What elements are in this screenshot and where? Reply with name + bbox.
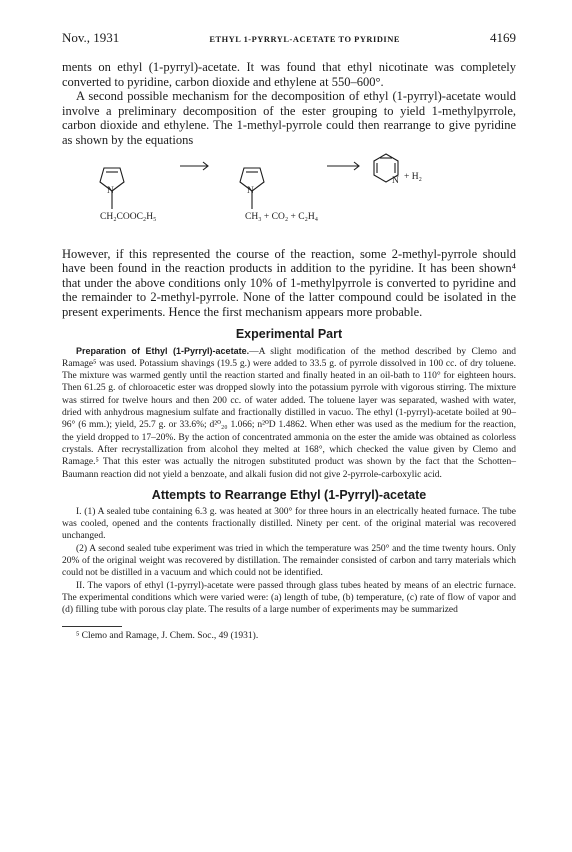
- reaction-scheme-drawing: [62, 152, 516, 244]
- footnote-divider: [62, 626, 122, 627]
- nitrogen-label-1: N: [107, 185, 114, 196]
- preparation-text: —A slight modification of the method described by Clemo and Ramage⁵ was used. Potassium shavings (19.5 g.) were added to 33.5 g. of pyrrole dissolved in 100 cc. of dry toluene. The mixture was warmed gently until the reaction started and finally heated in an oil-bath to 110° for eighteen hours. Then 61.25 g. of chloroacetic ester was dropped slowly into the potassium pyrrole with vigorous stirring. The mixture was stirred for twelve hours and then 200 cc. of water added. The toluene layer was separated, washed with water, dried with anhydrous magnesium sulfate and fractionally distilled in vacuo. The ethyl (1-pyrryl)-acetate boiled at 90–96° (6 mm.); yield, 25.7 g. or 33.6%; d²⁰₂₀ 1.066; n²⁰D 1.4862. When ether was used as the medium for the reaction, the yield dropped to 17–20%. By the action of concentrated ammonia on the ester the amide was obtained as colorless crystals. After recrystallization from alcohol they melted at 168°, which checked the value given by Clemo and Ramage.⁵ That this ester was actually the nitrogen substituted product was shown by the fact that the Schotten–Baumann reaction did not yield a benzoate, and alkali fusion did not give 2-pyrrole-carboxylic acid.: [62, 346, 516, 480]
- rearrange-paragraph-3: II. The vapors of ethyl (1-pyrryl)-acetate were passed through glass tubes heated by means of an electric furnace. The experimental conditions which were varied were: (a) length of tube, (b) temperature, (c) rate of flow of vapor and (d) filling tube with porous clay plate. The results of a large number of experiments may be summarized: [62, 580, 516, 616]
- preparation-lead: Preparation of Ethyl (1-Pyrryl)-acetate.: [76, 345, 250, 356]
- preparation-paragraph: [62, 345, 516, 481]
- plus-hydrogen-label: + H₂: [404, 171, 422, 182]
- intro-text: [62, 60, 516, 148]
- intro-paragraph-2: A second possible mechanism for the decomposition of ethyl (1-pyrryl)-acetate would involve a preliminary decomposition of the ester grouping to yield 1-methylpyrrole, carbon dioxide and ethylene. The 1-methyl-pyrrole could then rearrange to give pyridine as shown by the equations: [62, 89, 516, 147]
- nitrogen-label-2: N: [247, 185, 254, 196]
- running-header: [62, 30, 516, 46]
- footnote: ⁵ Clemo and Ramage, J. Chem. Soc., 49 (1931).: [76, 631, 259, 642]
- header-date: Nov., 1931: [62, 30, 120, 45]
- intro-paragraph-1: ments on ethyl (1-pyrryl)-acetate. It was found that ethyl nicotinate was completely converted to pyridine, carbon dioxide and ethylene at 550–600°.: [62, 60, 516, 89]
- rearrange-paragraph-2: (2) A second sealed tube experiment was tried in which the temperature was 250° and the time twenty hours. Only 20% of the original weight was recovered by distillation. The remainder consisted of carbon and tarry materials which could not be distilled in a vacuum and which could not be identified.: [62, 543, 516, 579]
- nitrogen-label-3: N: [392, 175, 399, 186]
- discussion-paragraph: However, if this represented the course of the reaction, some 2-methyl-pyrrole should have been found in the reaction products in addition to the pyridine. It has been shown⁴ that under the above conditions only 10% of 1-methylpyrrole is converted to pyridine and the remainder to 2-methyl-pyrrole. None of the latter compound could be isolated in the present experiments. Hence the first mechanism appears more probable.: [62, 246, 516, 319]
- substituent-label-2: CH₃ + CO₂ + C₂H₄: [245, 211, 319, 222]
- substituent-label-1: CH₂COOC₂H₅: [100, 211, 157, 222]
- rearrange-section: [62, 506, 516, 617]
- page-number: 4169: [490, 30, 516, 45]
- discussion-text: [62, 247, 516, 320]
- running-title: ETHYL 1-PYRRYL-ACETATE TO PYRIDINE: [209, 35, 400, 44]
- experimental-heading: Experimental Part: [235, 326, 343, 341]
- experimental-section: [62, 345, 516, 481]
- journal-page: [62, 30, 516, 642]
- rearrange-paragraph-1: I. (1) A sealed tube containing 6.3 g. was heated at 300° for three hours in an electrically heated furnace. The tube was cooled, opened and the contents fractionally distilled. Ninety per cent. of the original material was recovered unchanged.: [62, 506, 516, 542]
- rearrange-heading: Attempts to Rearrange Ethyl (1-Pyrryl)-acetate: [151, 487, 427, 502]
- reaction-scheme: [62, 152, 516, 244]
